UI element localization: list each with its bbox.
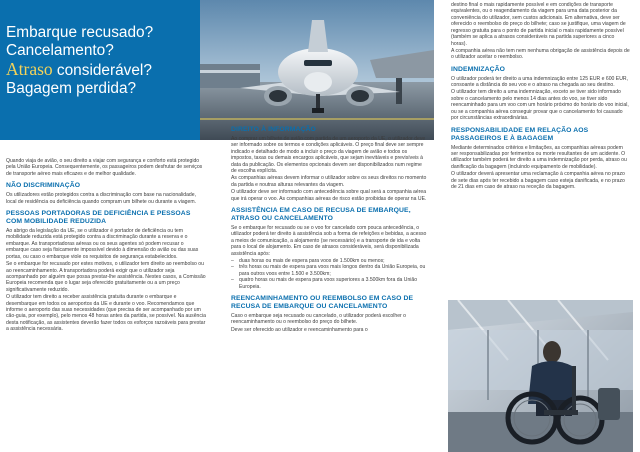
hero-title-line-1: Embarque recusado? (6, 24, 154, 41)
paragraph-rerouting-1: Caso o embarque seja recusado ou cancelado, o utilizador poderá escolher o reencaminhamento ou o reembolso do preço do bilhete. (231, 312, 406, 326)
paragraph-reduced-mobility-1: Ao abrigo da legislação da UE, se o utilizador é portador de deficiência ou tem mobilidade reduzida está protegido contra a discriminação durante a reserva e o embarque. As transportadoras aéreas ou os seus agentes só podem recusar o embarque caso seja fisicamente impossível devido à dimensão do avião ou das suas portas, ou caso o embarque viole os requisitos de segurança estabelecidos. (6, 227, 199, 260)
hero-title-line-3 (6, 60, 236, 80)
intro-paragraph: Quando viaja de avião, o seu direito a viajar com segurança e conforto está protegido pela União Europeia. Consequentemente, os passageiros podem desfrutar de serviços de transporte aéreo mais eficazes e de melhor qualidade. (6, 158, 203, 177)
hero-title (6, 24, 236, 98)
wheelchair-passenger-photo (448, 300, 633, 452)
hero-title-line-3-rest: considerável? (52, 62, 152, 79)
paragraph-baggage-1: Mediante determinados critérios e limitações, as companhias aéreas podem ser responsabilizadas por ferimentos ou morte resultantes de um acidente. O utilizador também poderá ter direito a uma indemnização por perda, atraso ou danificação da bagagem (incluindo equipamento de mobilidade). (451, 144, 627, 170)
heading-non-discrimination: NÃO DISCRIMINAÇÃO (6, 182, 81, 190)
list-item: – quatro horas ou mais de espera para voos superiores a 3.500km fora da União Europeia. (231, 277, 427, 290)
paragraph-compensation-1: O utilizador poderá ter direito a uma indemnização entre 125 EUR e 600 EUR, consoante a distância do seu voo e o atraso na chegada ao seu destino. (451, 75, 628, 89)
list-item: – três horas ou mais de espera para voos mais longos dentro da União Europeia, ou para outros voos entre 1.500 e 3.500km; (231, 264, 427, 277)
paragraph-information-3: O utilizador deve ser informado com antecedência sobre qual será a companhia aérea que irá operar o voo. As companhias aéreas de risco estão proibidas de operar na UE. (231, 189, 427, 202)
paragraph-information-1: Ao comprar um bilhete de avião com partida de um aeroporto da UE, o utilizador deve ser informado sobre os termos e condições aplicáveis. O preço final deve ser sempre indicado e detalhado de modo a incluir o preço da viagem de avião e todos os impostos, taxas ou demais encargos aplicáveis, que sejam inevitáveis e previsíveis à data da publicação. Os elementos opcionais devem ser disponibilizados num regime de escolha explícita. (231, 135, 426, 175)
heading-reduced-mobility: PESSOAS PORTADORAS DE DEFICIÊNCIA E PESSOAS COM MOBILIDADE REDUZIDA (6, 210, 191, 226)
paragraph-continued-2: A companhia aérea não tem nem nenhuma obrigação de assistência depois de o utilizador aceitar o reembolso. (451, 47, 630, 61)
column-3 (451, 2, 631, 191)
paragraph-non-discrimination: Os utilizadores estão protegidos contra a discriminação com base na nacionalidade, local de residência ou deficiência quando compram um bilhete ou durante a viagem. (6, 192, 196, 205)
delay-list (231, 258, 427, 290)
paragraph-reduced-mobility-3: O utilizador tem direito a receber assistência gratuita durante o embarque e desembarque em todos os aeroportos da UE e durante o voo. Recomendamos que informe o aeroporto das suas necessidades (que precisa de ser acompanhado por um cão-guia, por exemplo), pelo menos 48 horas antes da partida, se possível. Na ausência desta notificação, as assistentes deverão fazer todos os esforços razoáveis para prestar a assistência necessária. (6, 294, 206, 333)
column-1 (6, 158, 206, 334)
paragraph-assistance: Se o embarque for recusado ou se o voo for cancelado com pouca antecedência, o utilizador poderá ter direito à assistência sob a forma de refeições e bebidas, a acesso a meios de comunicação, a alojamento (se necessário) e a transporte de ida e volta para o local de alojamento. Em caso de atrasos consideráveis, será disponibilizada assistência após: (231, 224, 427, 257)
paragraph-reduced-mobility-2: Se o embarque for recusado por estes motivos, o utilizador tem direito ao reembolso ou ao reencaminhamento. A transportadora poderá exigir que o utilizador seja acompanhado por alguém que possa prestar-lhe assistência. Nestes casos, a Comissão Europeia recomenda que o lugar seja oferecido gratuitamente ou a um preço significativamente reduzido. (6, 261, 206, 293)
heading-rerouting: REENCAMINHAMENTO OU REEMBOLSO EM CASO DE RECUSA DE EMBARQUE OU CANCELAMENTO (231, 295, 414, 311)
heading-liability-baggage: RESPONSABILIDADE EM RELAÇÃO AOS PASSAGEIROS E À BAGAGEM (451, 126, 589, 142)
hero-title-line-2: Cancelamento? (6, 42, 114, 59)
hero-banner (0, 0, 434, 140)
hero-title-highlight: Atraso (6, 59, 53, 79)
heading-compensation: INDEMNIZAÇÃO (451, 65, 506, 73)
paragraph-information-2: As companhias aéreas devem informar o utilizador sobre os seus direitos no momento da partida e noutras alturas relevantes da viagem. (231, 175, 427, 188)
column-2 (231, 126, 427, 334)
paragraph-baggage-2: O utilizador deverá apresentar uma reclamação à companhia aérea no prazo de sete dias após ter recebido a bagagem caso esteja danificada, e no prazo de 21 dias em caso de atraso na receção da bagagem. (451, 171, 625, 191)
heading-assistance: ASSISTÊNCIA EM CASO DE RECUSA DE EMBARQUE, ATRASO OU CANCELAMENTO (231, 207, 411, 222)
paragraph-rerouting-2: Deve ser oferecido ao utilizador e reencaminhamento para o (231, 326, 368, 333)
heading-right-to-information: DIREITO À INFORMAÇÃO (231, 126, 316, 133)
hero-title-line-4: Bagagem perdida? (6, 80, 137, 97)
paragraph-continued-1: destino final o mais rapidamente possível e em condições de transporte equivalentes, ou o reagendamento da viagem para uma data posterior da conveniência do utilizador, sem custos adicionais. Em alternativa, deve ser oferecido o reembolso do preço do bilhete; caso se justifique, uma viagem de regresso gratuita para o ponto de partida inicial o mais rapidamente possível (também se aplica a atrasos consideráveis na partida superiores a cinco horas). (451, 2, 626, 47)
paragraph-compensation-2: O utilizador tem direito a uma indemnização, exceto se tiver sido informado sobre o cancelamento pelo menos 14 dias antes do voo, se tiver sido reencaminhado para um voo com um horário próximo do horário do voo inicial, ou se a companhia aérea conseguir provar que o cancelamento foi causado por circunstâncias extraordinárias. (451, 89, 629, 122)
list-item: – duas horas ou mais de espera para voos de 1.500km ou menos; (231, 258, 427, 264)
